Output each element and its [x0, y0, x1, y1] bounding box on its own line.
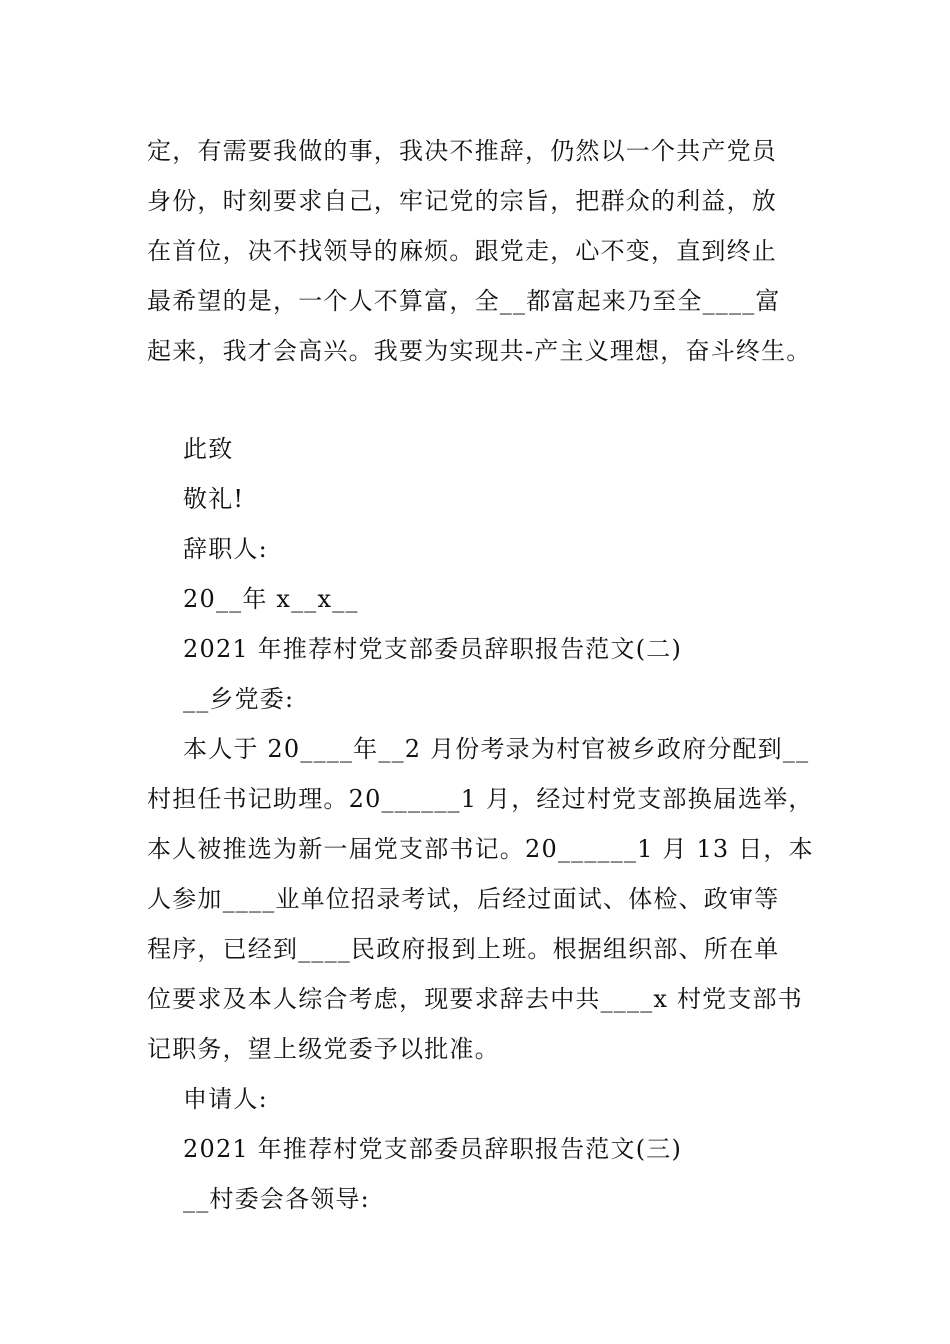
- resigner-label: 辞职人:: [183, 535, 268, 563]
- body-line-1: 定，有需要我做的事，我决不推辞，仍然以一个共产党员: [147, 137, 777, 165]
- closing-respect: 敬礼!: [183, 485, 245, 513]
- body-line-12: 记职务，望上级党委予以批准。: [147, 1035, 500, 1063]
- addressee-2: __乡党委:: [183, 685, 295, 713]
- body-line-8: 本人被推选为新一届党支部书记。20______1 月 13 日，本: [147, 835, 814, 863]
- body-line-7: 村担任书记助理。20______1 月，经过村党支部换届选举，: [147, 785, 814, 813]
- body-line-6: 本人于 20____年__2 月份考录为村官被乡政府分配到__: [183, 735, 810, 763]
- addressee-3: __村委会各领导:: [183, 1185, 370, 1213]
- date-line: 20__年 x__x__: [183, 585, 359, 613]
- applicant-label: 申请人:: [183, 1085, 268, 1113]
- body-line-2: 身份，时刻要求自己，牢记党的宗旨，把群众的利益，放: [147, 187, 777, 215]
- body-line-3: 在首位，决不找领导的麻烦。跟党走，心不变，直到终止: [147, 237, 777, 265]
- body-line-4: 最希望的是，一个人不算富，全__都富起来乃至全____富: [147, 287, 781, 315]
- body-line-10: 程序，已经到____民政府报到上班。根据组织部、所在单: [147, 935, 780, 963]
- section-title-2: 2021 年推荐村党支部委员辞职报告范文(二): [183, 635, 683, 663]
- body-line-9: 人参加____业单位招录考试，后经过面试、体检、政审等: [147, 885, 780, 913]
- body-line-11: 位要求及本人综合考虑，现要求辞去中共____x 村党支部书: [147, 985, 803, 1013]
- section-title-3: 2021 年推荐村党支部委员辞职报告范文(三): [183, 1135, 683, 1163]
- closing-salutation: 此致: [183, 435, 234, 463]
- body-line-5: 起来，我才会高兴。我要为实现共-产主义理想，奋斗终生。: [147, 337, 812, 365]
